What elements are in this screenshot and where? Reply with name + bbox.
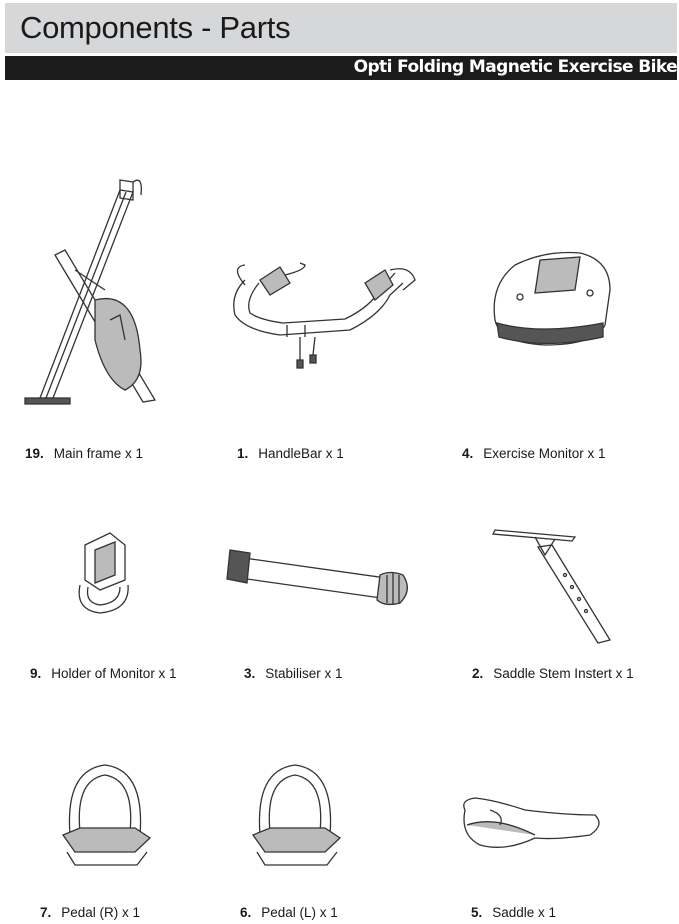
part-label-pedal-right: 7. Pedal (R) x 1: [40, 905, 141, 920]
part-label-saddle: 5. Saddle x 1: [471, 905, 557, 920]
stabiliser-icon: [215, 545, 415, 610]
part-label-exercise-monitor: 4. Exercise Monitor x 1: [462, 446, 606, 461]
monitor-holder-icon: [70, 525, 140, 620]
saddle-stem-icon: [490, 525, 620, 650]
page-title: Components - Parts: [20, 10, 291, 45]
main-frame-icon: [15, 170, 165, 410]
part-label-main-frame: 19. Main frame x 1: [25, 446, 144, 461]
exercise-monitor-icon: [485, 245, 620, 355]
saddle-icon: [455, 790, 605, 860]
part-label-monitor-holder: 9. Holder of Monitor x 1: [30, 666, 177, 681]
part-label-pedal-left: 6. Pedal (L) x 1: [240, 905, 338, 920]
pedal-right-icon: [55, 760, 155, 870]
part-label-handlebar: 1. HandleBar x 1: [237, 446, 344, 461]
handlebar-icon: [225, 255, 425, 375]
part-label-stabiliser: 3. Stabiliser x 1: [244, 666, 343, 681]
product-name: Opti Folding Magnetic Exercise Bike: [353, 57, 677, 77]
pedal-left-icon: [245, 760, 345, 870]
part-label-saddle-stem: 2. Saddle Stem Instert x 1: [472, 666, 634, 681]
